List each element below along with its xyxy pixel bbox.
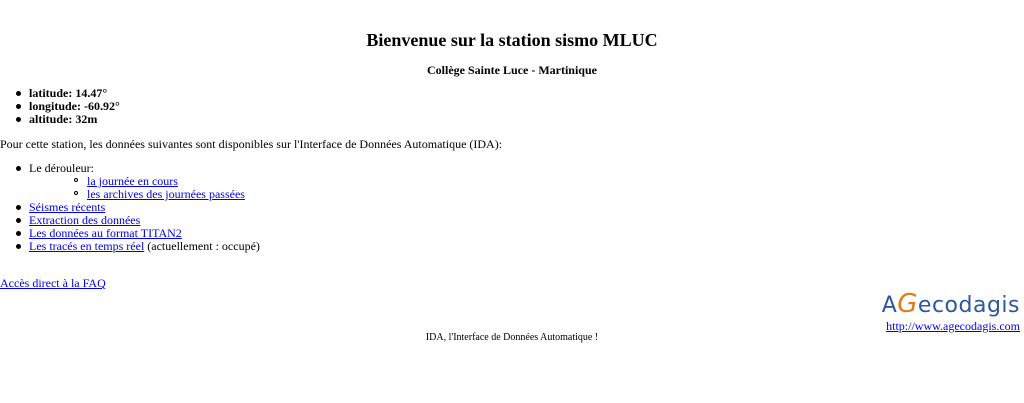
archives-link[interactable]: les archives des journées passées xyxy=(87,187,245,201)
data-extraction-link[interactable]: Extraction des données xyxy=(29,213,141,227)
latitude-item: latitude: 14.47° xyxy=(0,87,120,100)
page-title: Bienvenue sur la station sismo MLUC xyxy=(366,30,658,50)
longitude-item: longitude: -60.92° xyxy=(0,100,120,113)
titan2-data-link[interactable]: Les données au format TITAN2 xyxy=(29,226,182,240)
services-list xyxy=(0,162,260,253)
derouleur-item xyxy=(0,162,260,201)
faq-link[interactable]: Accès direct à la FAQ xyxy=(0,276,106,290)
realtime-status: (actuellement : occupé) xyxy=(144,239,260,253)
footer-text: IDA, l'Interface de Données Automatique ! xyxy=(425,332,599,343)
agecodagis-url-link[interactable]: http://www.agecodagis.com xyxy=(886,319,1020,333)
derouleur-label: Le dérouleur: xyxy=(29,161,94,175)
derouleur-sublist xyxy=(29,175,260,201)
page-subtitle: Collège Sainte Luce - Martinique xyxy=(427,63,597,77)
coordinates-list xyxy=(0,87,120,126)
current-day-link[interactable]: la journée en cours xyxy=(87,174,178,188)
agecodagis-logo[interactable]: AGecodagis xyxy=(881,289,1020,319)
altitude-item: altitude: 32m xyxy=(0,113,120,126)
intro-text: Pour cette station, les données suivantes sont disponibles sur l'Interface de Données Automatique (IDA): xyxy=(0,137,503,151)
recent-earthquakes-link[interactable]: Séismes récents xyxy=(29,200,106,214)
service-item xyxy=(0,240,260,253)
realtime-traces-link[interactable]: Les tracés en temps réel xyxy=(29,239,145,253)
agecodagis-logo-block xyxy=(881,289,1020,333)
